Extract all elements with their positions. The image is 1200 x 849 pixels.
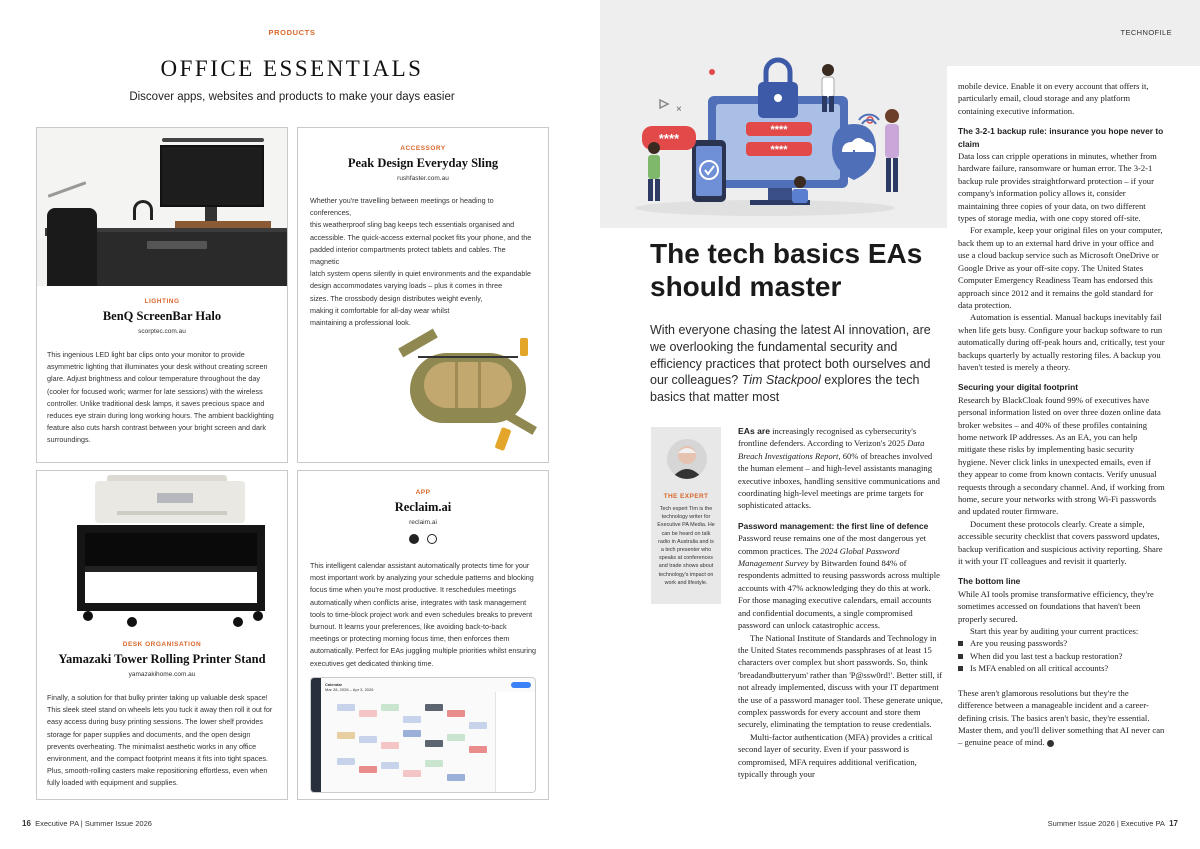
product-description: Finally, a solution for that bulky printer taking up valuable desk space! This sleek steel stand on wheels lets you tuck it away then roll it out for easy access during busy printing sessions. The lower shelf provides storage for paper supplies and documents, and the open design prevents overheating. The minimalist aesthetic works in any office environment, and the compact footprint means it fits into tight spaces. Plus, smooth-rolling casters make repositioning effortless, even when fully loaded with equipment and supplies. (47, 693, 273, 788)
product-card-yamazaki (36, 470, 288, 800)
svg-text:****: **** (770, 124, 788, 136)
end-mark-icon (1047, 740, 1054, 747)
list-item: Are you reusing passwords? (958, 637, 1165, 649)
article-title: The tech basics EAs should master (650, 238, 923, 302)
section-tag-technofile: TECHNOFILE (1120, 28, 1172, 37)
product-description: Whether you're travelling between meetings or heading to conferences, this weatherproof sling bag keeps tech essentials organised and accessible. The quick-access external pocket fits your phone, and the padded interior compartments protect tablets and cables. The magnetic latch system opens silently in quiet environments and the expandable design accommodates varying loads – plus it comes in three sizes. The crossbody design distributes weight evenly, making it comfortable for all-day wear whilst maintaining a professional look. (310, 196, 532, 328)
product-category: APP (415, 489, 431, 496)
product-url: yamazakihome.com.au (128, 671, 196, 678)
product-category: LIGHTING (144, 298, 180, 305)
subheading: Securing your digital footprint (958, 382, 1079, 393)
product-category: ACCESSORY (400, 145, 446, 152)
expert-box (651, 427, 721, 604)
article-column-2: EAs are increasingly recognised as cybersecurity's frontline defenders. According to Verizon's 2025 Data Breach Investigations Report, 60% of breaches involved the human element – and high-level assistants managing executive inboxes, handling sensitive communications and coordinating high-level meetings are prime targets for sophisticated attacks. Password management: the first line of defence Password reuse remains one of the most dangerous yet common practices. The 2024 Global Password Management Survey by Bitwarden found 84% of respondents admitted to reusing passwords across multiple accounts with 47% acknowledging they do this at work. For those managing executive calendars, email accounts and confidential documents, a single compromised password can unlock catastrophic access. The National Institute of Standards and Technology in the United States recommends passphrases of at least 15 characters over complex but short passwords. So, think 'breadandbutteryum' rather than 'P@ssw0rd!'. Better still, if not already implemented, discuss with your IT department the use of a password manager tool. These generate unique, complex passwords for every account and store them securely, eliminating the temptation to reuse credentials. Multi-factor authentication (MFA) provides a critical second layer of security. Even if your password is compromised, MFA requires additional verification, typically through your (738, 426, 943, 779)
sling-bag-image (398, 318, 548, 458)
svg-text:****: **** (770, 144, 788, 156)
expert-bio: Tech expert Tim is the technology writer for Executive PA Media. He can be heard on talk radio in Australia and is a tech presenter who speaks at conferences and trade shows about technology's impact on work and lifestyle. (657, 506, 715, 586)
product-name: BenQ ScreenBar Halo (102, 309, 222, 323)
product-card-reclaim (297, 470, 549, 800)
calendar-header: Calendar Mar 28, 2026 – Apr 3, 2026 (325, 682, 374, 692)
standfirst: With everyone chasing the latest AI innovation, are we overlooking the fundamental security and efficiency practices that protect both ourselves and our colleagues? Tim Stackpool explores the tech basics that matter most (650, 323, 931, 405)
right-footer: Summer Issue 2026 | Executive PA 17 (1047, 819, 1178, 828)
android-icon (427, 534, 437, 544)
product-name: Yamazaki Tower Rolling Printer Stand (58, 652, 266, 666)
list-item: Is MFA enabled on all critical accounts? (958, 662, 1165, 674)
svg-text:×: × (676, 104, 682, 115)
calendar-grid (337, 696, 493, 790)
apple-icon (409, 534, 419, 544)
svg-text:****: **** (658, 131, 680, 146)
product-card-benq (36, 127, 288, 463)
checklist (958, 637, 1165, 674)
benq-product-image (37, 128, 287, 286)
printer-stand-image (37, 471, 287, 631)
reclaim-calendar-screenshot (310, 677, 536, 793)
subheading: The 3-2-1 backup rule: insurance you hope never to claim (958, 126, 1164, 149)
product-name: Reclaim.ai (394, 500, 452, 514)
expert-label: THE EXPERT (663, 493, 709, 500)
product-description: This ingenious LED light bar clips onto your monitor to provide asymmetric lighting that illuminates your desk without creating screen glare. Adjust brightness and colour temperature throughout the day (cooler for focused work; warmer for late sessions) with the wireless controller. Unlike traditional desk lamps, it saves precious space and reduces eye strain during long working hours. The ambient backlighting feature also cuts harsh contrast between your bright screen and dark surroundings. (47, 350, 274, 445)
section-tag-products: PRODUCTS (268, 28, 316, 37)
app-store-icons (310, 530, 536, 548)
article-column-3: mobile device. Enable it on every account that offers it, particularly email, cloud storage and any platform containing executive information. The 3-2-1 backup rule: insurance you hope never to claim Data loss can cripple operations in minutes, whether from hardware failure, ransomware or human error. The 3-2-1 backup rule provides straightforward protection – if your company's information policy allows it, consider maintaining three copies of your data, on two different types of storage media, with one copy stored off-site. For example, keep your original files on your computer, back them up to an external hard drive in your office and use a cloud backup service such as Microsoft OneDrive or Google Drive as your off-site copy. The United States Computer Emergency Readiness Team has endorsed this approach since 2012 and it remains the gold standard for data protection. Automation is essential. Manual backups inevitably fail when life gets busy. Configure your backup software to run automatically during off-peak hours and, critically, test your backups quarterly by actually restoring files. A backup you haven't tested is merely a theory. Securing your digital footprint Research by BlackCloak found 99% of executives have personal information listed on over three dozen online data broker websites – and 40% of these profiles containing home network IP addresses. As an EA, you can help mitigate these risks by implementing basic security hygiene. Never click links in unexpected emails, even if they appear to come from known contacts. Verify unusual requests through a secondary channel. And, if working from home, secure your networks with strong Wi-Fi passwords and updated router firmware. Document these protocols clearly. Create a simple, accessible security checklist that covers password updates, backup verification and suspicious activity reporting. Share it with your IT colleagues and revisit it quarterly. The bottom line While AI tools promise transformative efficiency, they're sometimes accessed on foundations that haven't been properly secured. Start this year by auditing your current practices: Are you reusing passwords? When did you last test a backup restoration? Is MFA enabled on all critical accounts? These aren't glamorous resolutions but they're the difference between a manageable incident and a career-defining crisis. The basics aren't basic, they're essential. Master them, and you'll deliver something that AI never can – genuine peace of mind. (958, 81, 1165, 748)
product-url: scorptec.com.au (138, 328, 186, 335)
product-url: reclaim.ai (409, 519, 437, 526)
list-item: When did you last test a backup restoration? (958, 650, 1165, 662)
right-page (600, 0, 1200, 849)
left-footer: 16 Executive PA | Summer Issue 2026 (22, 819, 152, 828)
expert-avatar (667, 439, 707, 479)
product-description: This intelligent calendar assistant automatically protects time for your most important work by analyzing your schedule patterns and blocking focus time when you're most productive. It reschedules meetings automatically when conflicts arise, integrates with task management tools to time-block project work and even schedules breaks to prevent burnout. It learns your preferences, like avoiding back-to-back meetings or protecting morning focus time, then enforces them automatically. Perfect for EAs juggling multiple priorities whilst ensuring executives get dedicated thinking time. (310, 561, 536, 668)
product-url: rushfaster.com.au (397, 175, 449, 182)
page-title: OFFICE ESSENTIALS (160, 56, 424, 81)
subheading: Password management: the first line of defence (738, 520, 929, 531)
page-subtitle: Discover apps, websites and products to make your days easier (129, 91, 455, 103)
product-name: Peak Design Everyday Sling (347, 156, 499, 170)
product-category: DESK ORGANISATION (122, 641, 202, 648)
subheading: The bottom line (958, 576, 1021, 587)
product-card-peak-design (297, 127, 549, 463)
